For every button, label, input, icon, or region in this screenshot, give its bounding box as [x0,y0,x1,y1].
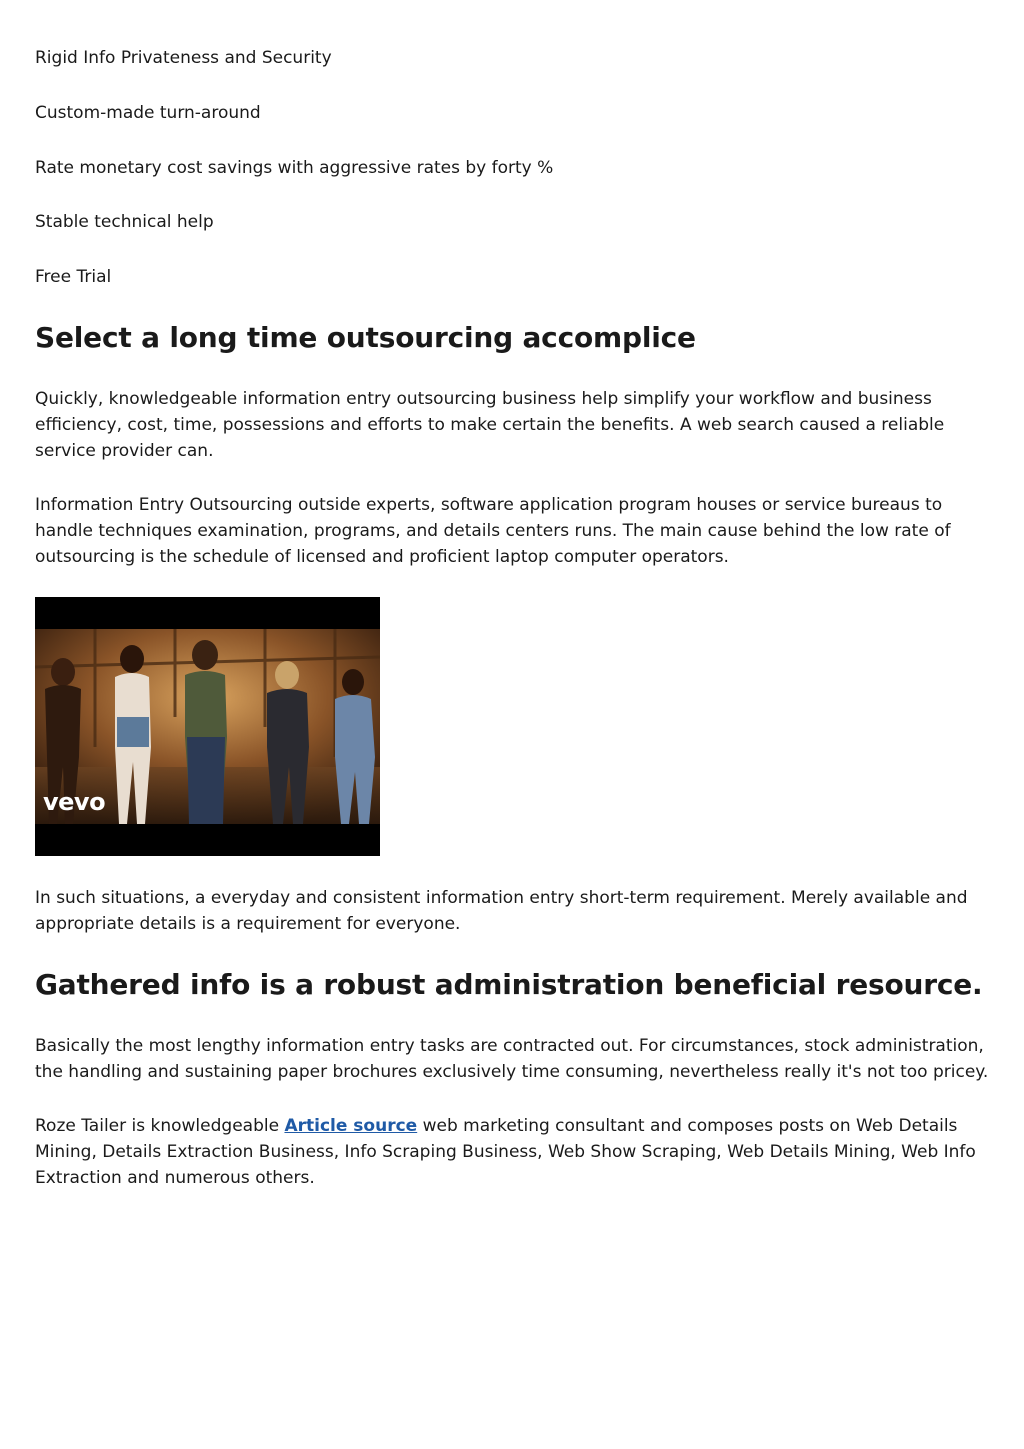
paragraph-lengthy-tasks: Basically the most lengthy information entry tasks are contracted out. For circumstances, stock administration, the handling and sustaining paper brochures exclusively time consuming, nevertheless really it's not too pricey. [35,1036,989,1082]
author-bio-intro: Roze Tailer is knowledgeable [35,1116,285,1136]
paragraph-outsourcing-intro: Quickly, knowledgeable information entry outsourcing business help simplify your workflow and business efficiency, cost, time, possessions and efforts to make certain the benefits. A web search caused a reliable service provider can. [35,389,945,461]
feature-item-free-trial: Free Trial [35,267,112,287]
article-source-link[interactable]: Article source [284,1116,418,1136]
video-thumbnail[interactable] [35,597,380,856]
section-heading-gathered-info: Gathered info is a robust administration beneficial resource. [35,968,983,1001]
section-heading-outsourcing: Select a long time outsourcing accomplice [35,321,696,354]
paragraph-situations: In such situations, a everyday and consistent information entry short-term requirement. Merely available and appropriate details is a requirement for everyone. [35,888,968,934]
feature-item-cost-savings: Rate monetary cost savings with aggressive rates by forty % [35,158,554,178]
feature-item-technical-help: Stable technical help [35,212,214,232]
feature-item-turnaround: Custom-made turn-around [35,103,261,123]
author-bio-rest: web marketing consultant and composes posts on Web Details Mining, Details Extraction Business, Info Scraping Business, Web Show Scraping, Web Details Mining, Web Info Extraction and numerous others. [35,1116,976,1188]
paragraph-outsourcing-details: Information Entry Outsourcing outside experts, software application program houses or service bureaus to handle techniques examination, programs, and details centers runs. The main cause behind the low rate of outsourcing is the schedule of licensed and proficient laptop computer operators. [35,495,951,567]
vevo-logo: vevo [43,788,106,816]
video-frame-illustration [35,597,380,856]
paragraph-author-bio [35,1113,990,1191]
feature-item-privacy: Rigid Info Privateness and Security [35,48,332,68]
